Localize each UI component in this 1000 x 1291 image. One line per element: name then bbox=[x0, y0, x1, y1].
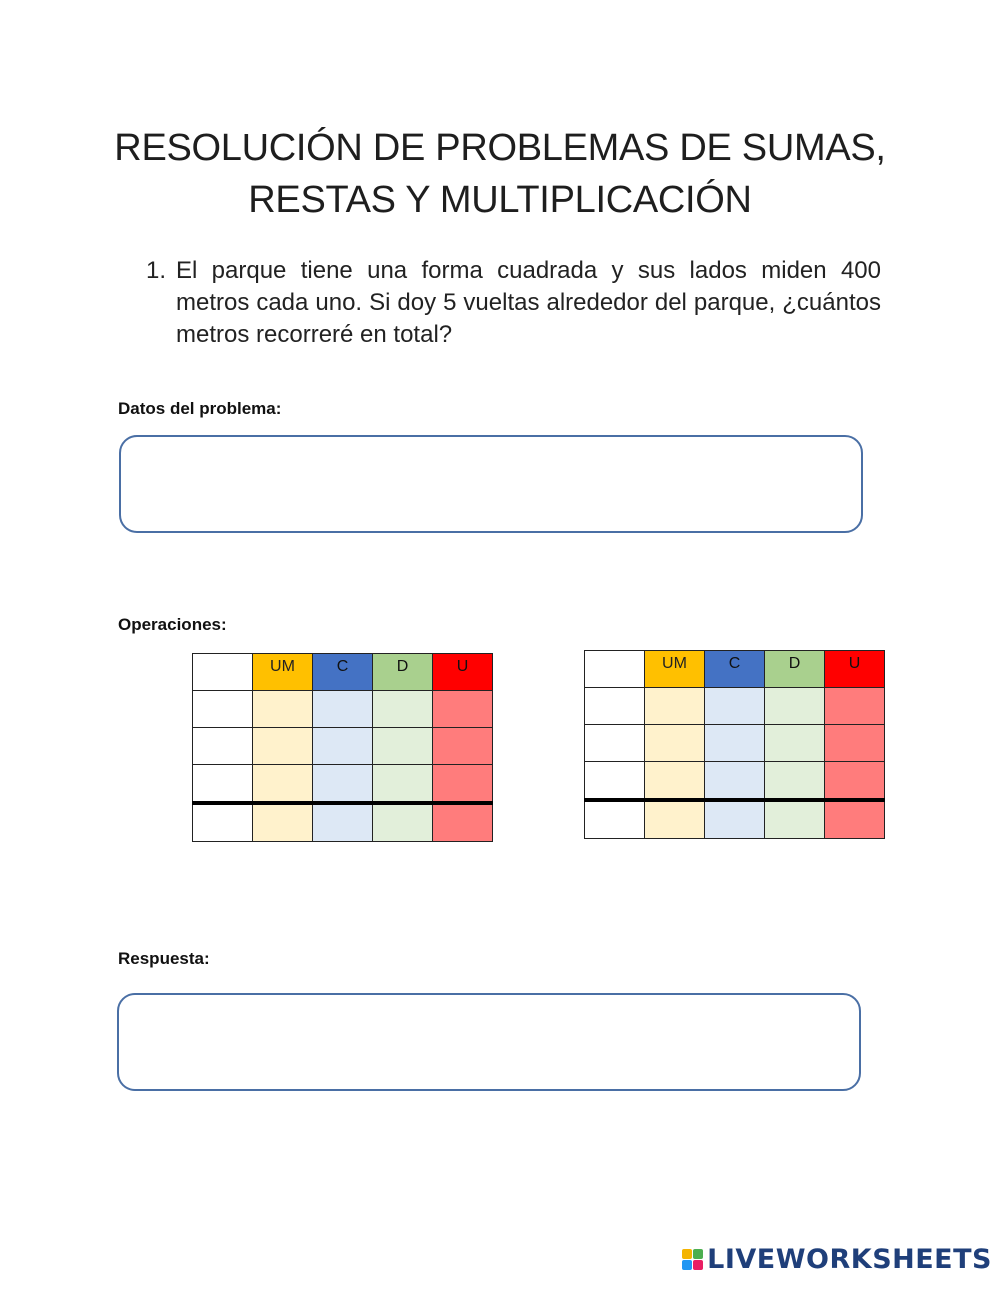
header-cell-blank bbox=[585, 651, 645, 688]
um-cell[interactable] bbox=[253, 728, 313, 765]
u-cell[interactable] bbox=[825, 688, 885, 725]
datos-label: Datos del problema: bbox=[118, 399, 282, 418]
d-cell[interactable] bbox=[373, 691, 433, 728]
result-row bbox=[193, 803, 493, 842]
d-cell[interactable] bbox=[373, 728, 433, 765]
sign-cell[interactable] bbox=[193, 728, 253, 765]
sign-cell[interactable] bbox=[585, 688, 645, 725]
operaciones-label: Operaciones: bbox=[118, 615, 227, 634]
c-cell[interactable] bbox=[705, 762, 765, 801]
table-row bbox=[193, 691, 493, 728]
sign-cell[interactable] bbox=[193, 691, 253, 728]
d-cell[interactable] bbox=[373, 765, 433, 804]
d-cell[interactable] bbox=[765, 688, 825, 725]
u-result-cell[interactable] bbox=[433, 803, 493, 842]
header-d: D bbox=[373, 654, 433, 691]
d-cell[interactable] bbox=[765, 725, 825, 762]
sign-cell[interactable] bbox=[585, 800, 645, 839]
um-cell[interactable] bbox=[645, 688, 705, 725]
table-row bbox=[585, 725, 885, 762]
u-cell[interactable] bbox=[433, 691, 493, 728]
liveworksheets-logo bbox=[682, 1244, 992, 1275]
respuesta-label: Respuesta: bbox=[118, 949, 210, 968]
c-cell[interactable] bbox=[313, 691, 373, 728]
c-result-cell[interactable] bbox=[313, 803, 373, 842]
u-cell[interactable] bbox=[825, 725, 885, 762]
header-c: C bbox=[313, 654, 373, 691]
logo-text: LIVEWORKSHEETS bbox=[707, 1244, 992, 1275]
title-line-2: RESTAS Y MULTIPLICACIÓN bbox=[248, 179, 752, 221]
respuesta-input-box[interactable] bbox=[117, 993, 861, 1091]
result-row bbox=[585, 800, 885, 839]
u-cell[interactable] bbox=[433, 728, 493, 765]
header-u: U bbox=[825, 651, 885, 688]
c-cell[interactable] bbox=[705, 688, 765, 725]
problem-text: El parque tiene una forma cuadrada y sus lados miden 400 metros cada uno. Si doy 5 vueltas alrededor del parque, ¿cuántos metros recorreré en total? bbox=[176, 257, 881, 348]
c-cell[interactable] bbox=[313, 728, 373, 765]
header-c: C bbox=[705, 651, 765, 688]
um-cell[interactable] bbox=[645, 725, 705, 762]
um-result-cell[interactable] bbox=[645, 800, 705, 839]
header-u: U bbox=[433, 654, 493, 691]
table-row bbox=[193, 765, 493, 804]
sign-cell[interactable] bbox=[585, 762, 645, 801]
d-result-cell[interactable] bbox=[765, 800, 825, 839]
sign-cell[interactable] bbox=[193, 803, 253, 842]
u-cell[interactable] bbox=[433, 765, 493, 804]
um-cell[interactable] bbox=[253, 691, 313, 728]
page-title bbox=[0, 122, 1000, 226]
title-line-1: RESOLUCIÓN DE PROBLEMAS DE SUMAS, bbox=[114, 127, 886, 169]
d-result-cell[interactable] bbox=[373, 803, 433, 842]
um-cell[interactable] bbox=[253, 765, 313, 804]
header-um: UM bbox=[253, 654, 313, 691]
problem-statement bbox=[146, 255, 881, 351]
header-um: UM bbox=[645, 651, 705, 688]
sign-cell[interactable] bbox=[193, 765, 253, 804]
place-value-table-right bbox=[584, 650, 885, 839]
sign-cell[interactable] bbox=[585, 725, 645, 762]
table-row bbox=[585, 688, 885, 725]
um-cell[interactable] bbox=[645, 762, 705, 801]
um-result-cell[interactable] bbox=[253, 803, 313, 842]
u-cell[interactable] bbox=[825, 762, 885, 801]
header-cell-blank bbox=[193, 654, 253, 691]
u-result-cell[interactable] bbox=[825, 800, 885, 839]
liveworksheets-logo-icon bbox=[682, 1249, 703, 1270]
d-cell[interactable] bbox=[765, 762, 825, 801]
place-value-table-left bbox=[192, 653, 493, 842]
c-cell[interactable] bbox=[313, 765, 373, 804]
table-row bbox=[585, 762, 885, 801]
c-result-cell[interactable] bbox=[705, 800, 765, 839]
table-row bbox=[193, 728, 493, 765]
datos-input-box[interactable] bbox=[119, 435, 863, 533]
c-cell[interactable] bbox=[705, 725, 765, 762]
header-d: D bbox=[765, 651, 825, 688]
problem-number: 1. bbox=[146, 257, 167, 284]
